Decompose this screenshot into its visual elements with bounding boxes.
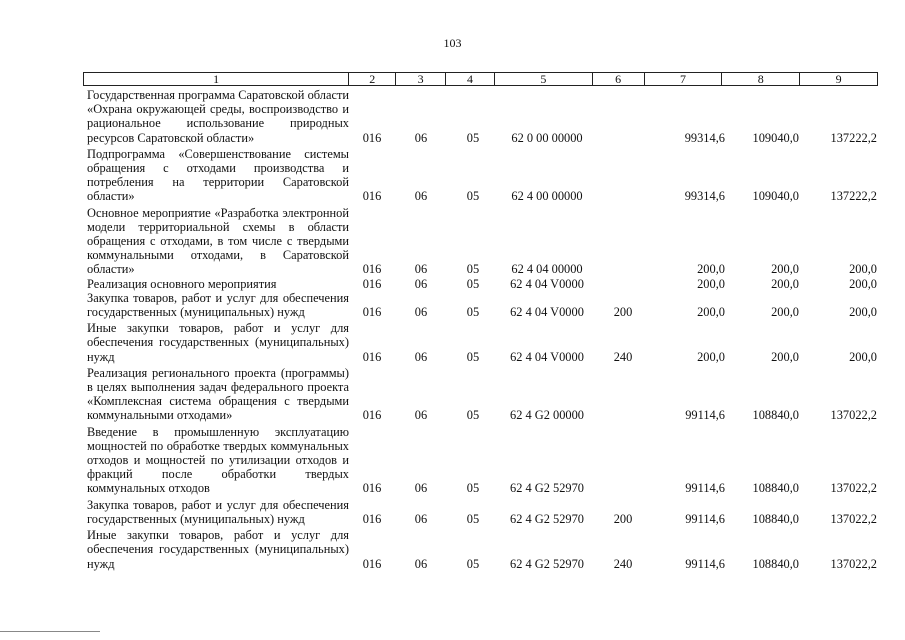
row-value-8: 109040,0 — [752, 130, 799, 145]
row-code-6: 240 — [613, 556, 633, 571]
row-value-9: 200,0 — [849, 349, 877, 364]
row-code-6: 200 — [613, 305, 633, 320]
row-code-3: 06 — [414, 556, 428, 571]
row-name: Закупка товаров, работ и услуг для обеспечения государственных (муниципальных) нужд — [87, 290, 349, 320]
header-col-7: 7 — [645, 73, 723, 85]
row-value-7: 200,0 — [697, 276, 725, 291]
table-row — [87, 425, 877, 496]
table-row — [87, 321, 877, 364]
row-code-5: 62 4 G2 52970 — [510, 556, 584, 571]
scan-edge-divider — [0, 631, 100, 632]
row-value-9: 137022,2 — [830, 481, 877, 496]
row-value-8: 108840,0 — [752, 481, 799, 496]
header-col-8: 8 — [722, 73, 800, 85]
row-code-4: 05 — [466, 408, 480, 423]
row-code-4: 05 — [466, 130, 480, 145]
row-value-9: 137222,2 — [830, 189, 877, 204]
row-code-5: 62 0 00 00000 — [511, 130, 583, 145]
row-code-6: 200 — [613, 511, 633, 526]
row-name: Введение в промышленную эксплуатацию мощностей по обработке твердых коммунальных отходов и мощностей по утилизации отходов и фракций после обработки твердых коммунальных отходов — [87, 424, 349, 496]
row-value-7: 200,0 — [697, 305, 725, 320]
row-code-2: 016 — [362, 305, 382, 320]
row-code-3: 06 — [414, 349, 428, 364]
table-row — [87, 147, 877, 204]
row-value-7: 99114,6 — [685, 556, 725, 571]
row-code-5: 62 4 04 V0000 — [510, 276, 584, 291]
table-row — [87, 366, 877, 423]
header-col-5: 5 — [495, 73, 593, 85]
row-code-3: 06 — [414, 130, 428, 145]
row-code-5: 62 4 04 V0000 — [510, 349, 584, 364]
table-row — [87, 206, 877, 277]
header-col-3: 3 — [396, 73, 446, 85]
row-code-4: 05 — [466, 349, 480, 364]
table-body — [87, 88, 877, 571]
row-code-5: 62 4 G2 52970 — [510, 481, 584, 496]
row-code-3: 06 — [414, 511, 428, 526]
table-row — [87, 88, 877, 145]
header-col-4: 4 — [446, 73, 495, 85]
row-code-3: 06 — [414, 262, 428, 277]
row-code-2: 016 — [362, 349, 382, 364]
row-name: Иные закупки товаров, работ и услуг для обеспечения государственных (муниципальных) нужд — [87, 321, 349, 364]
row-code-2: 016 — [362, 408, 382, 423]
table-row — [87, 277, 877, 291]
table-header — [83, 72, 878, 86]
row-name: Иные закупки товаров, работ и услуг для обеспечения государственных (муниципальных) нужд — [87, 528, 349, 571]
row-value-7: 99114,6 — [685, 511, 725, 526]
table-row — [87, 291, 877, 319]
row-name: Реализация основного мероприятия — [87, 276, 277, 291]
row-code-2: 016 — [362, 130, 382, 145]
row-code-3: 06 — [414, 408, 428, 423]
row-value-8: 200,0 — [771, 276, 799, 291]
row-code-2: 016 — [362, 511, 382, 526]
table-row — [87, 528, 877, 571]
row-name: Подпрограмма «Совершенствование системы обращения с отходами производства и потребления на территории Саратовской области» — [87, 146, 349, 204]
row-value-8: 200,0 — [771, 349, 799, 364]
row-value-7: 99314,6 — [684, 189, 725, 204]
row-value-8: 108840,0 — [752, 556, 799, 571]
row-code-4: 05 — [466, 481, 480, 496]
row-value-7: 99114,6 — [685, 481, 725, 496]
row-value-7: 200,0 — [697, 349, 725, 364]
row-value-8: 200,0 — [771, 262, 799, 277]
row-value-9: 137222,2 — [830, 130, 877, 145]
row-code-6: 240 — [613, 349, 633, 364]
row-value-8: 108840,0 — [752, 511, 799, 526]
row-code-5: 62 4 00 00000 — [511, 189, 583, 204]
row-value-7: 200,0 — [697, 262, 725, 277]
row-code-4: 05 — [466, 189, 480, 204]
row-value-9: 137022,2 — [830, 511, 877, 526]
row-value-7: 99314,6 — [684, 130, 725, 145]
row-name: Закупка товаров, работ и услуг для обеспечения государственных (муниципальных) нужд — [87, 497, 349, 526]
header-col-2: 2 — [349, 73, 396, 85]
table-row — [87, 498, 877, 526]
row-value-8: 109040,0 — [752, 189, 799, 204]
row-value-9: 137022,2 — [830, 556, 877, 571]
row-name: Основное мероприятие «Разработка электронной модели территориальной схемы в области обращения с отходами, в том числе с твердыми коммунальными отходами, в Саратовской области» — [87, 205, 349, 277]
row-value-8: 108840,0 — [752, 408, 799, 423]
row-code-4: 05 — [466, 556, 480, 571]
row-code-2: 016 — [362, 481, 382, 496]
row-code-3: 06 — [414, 305, 428, 320]
row-value-8: 200,0 — [771, 305, 799, 320]
row-value-7: 99114,6 — [685, 408, 725, 423]
row-value-9: 200,0 — [849, 262, 877, 277]
row-code-2: 016 — [362, 276, 382, 291]
row-code-3: 06 — [414, 189, 428, 204]
row-code-5: 62 4 G2 52970 — [510, 511, 584, 526]
row-code-3: 06 — [414, 481, 428, 496]
row-code-4: 05 — [466, 276, 480, 291]
row-value-9: 137022,2 — [830, 408, 877, 423]
header-col-9: 9 — [835, 72, 842, 86]
row-value-9: 200,0 — [849, 305, 877, 320]
row-code-5: 62 4 04 V0000 — [510, 305, 584, 320]
row-code-2: 016 — [362, 262, 382, 277]
row-code-4: 05 — [466, 511, 480, 526]
page-number: 103 — [443, 36, 462, 50]
row-code-4: 05 — [466, 305, 480, 320]
row-code-4: 05 — [466, 262, 480, 277]
row-value-9: 200,0 — [849, 276, 877, 291]
row-name: Реализация регионального проекта (программы) в целях выполнения задач федерального проекта «Комплексная система обращения с твердыми коммунальными отходами» — [87, 365, 349, 423]
row-code-5: 62 4 04 00000 — [511, 262, 583, 277]
row-code-2: 016 — [362, 189, 382, 204]
row-code-5: 62 4 G2 00000 — [510, 408, 584, 423]
header-col-6: 6 — [593, 73, 645, 85]
header-col-1: 1 — [84, 73, 349, 85]
row-code-2: 016 — [362, 556, 382, 571]
row-name: Государственная программа Саратовской области «Охрана окружающей среды, воспроизводство и рациональное использование природных ресурсов Саратовской области» — [87, 88, 349, 145]
row-code-3: 06 — [414, 276, 428, 291]
